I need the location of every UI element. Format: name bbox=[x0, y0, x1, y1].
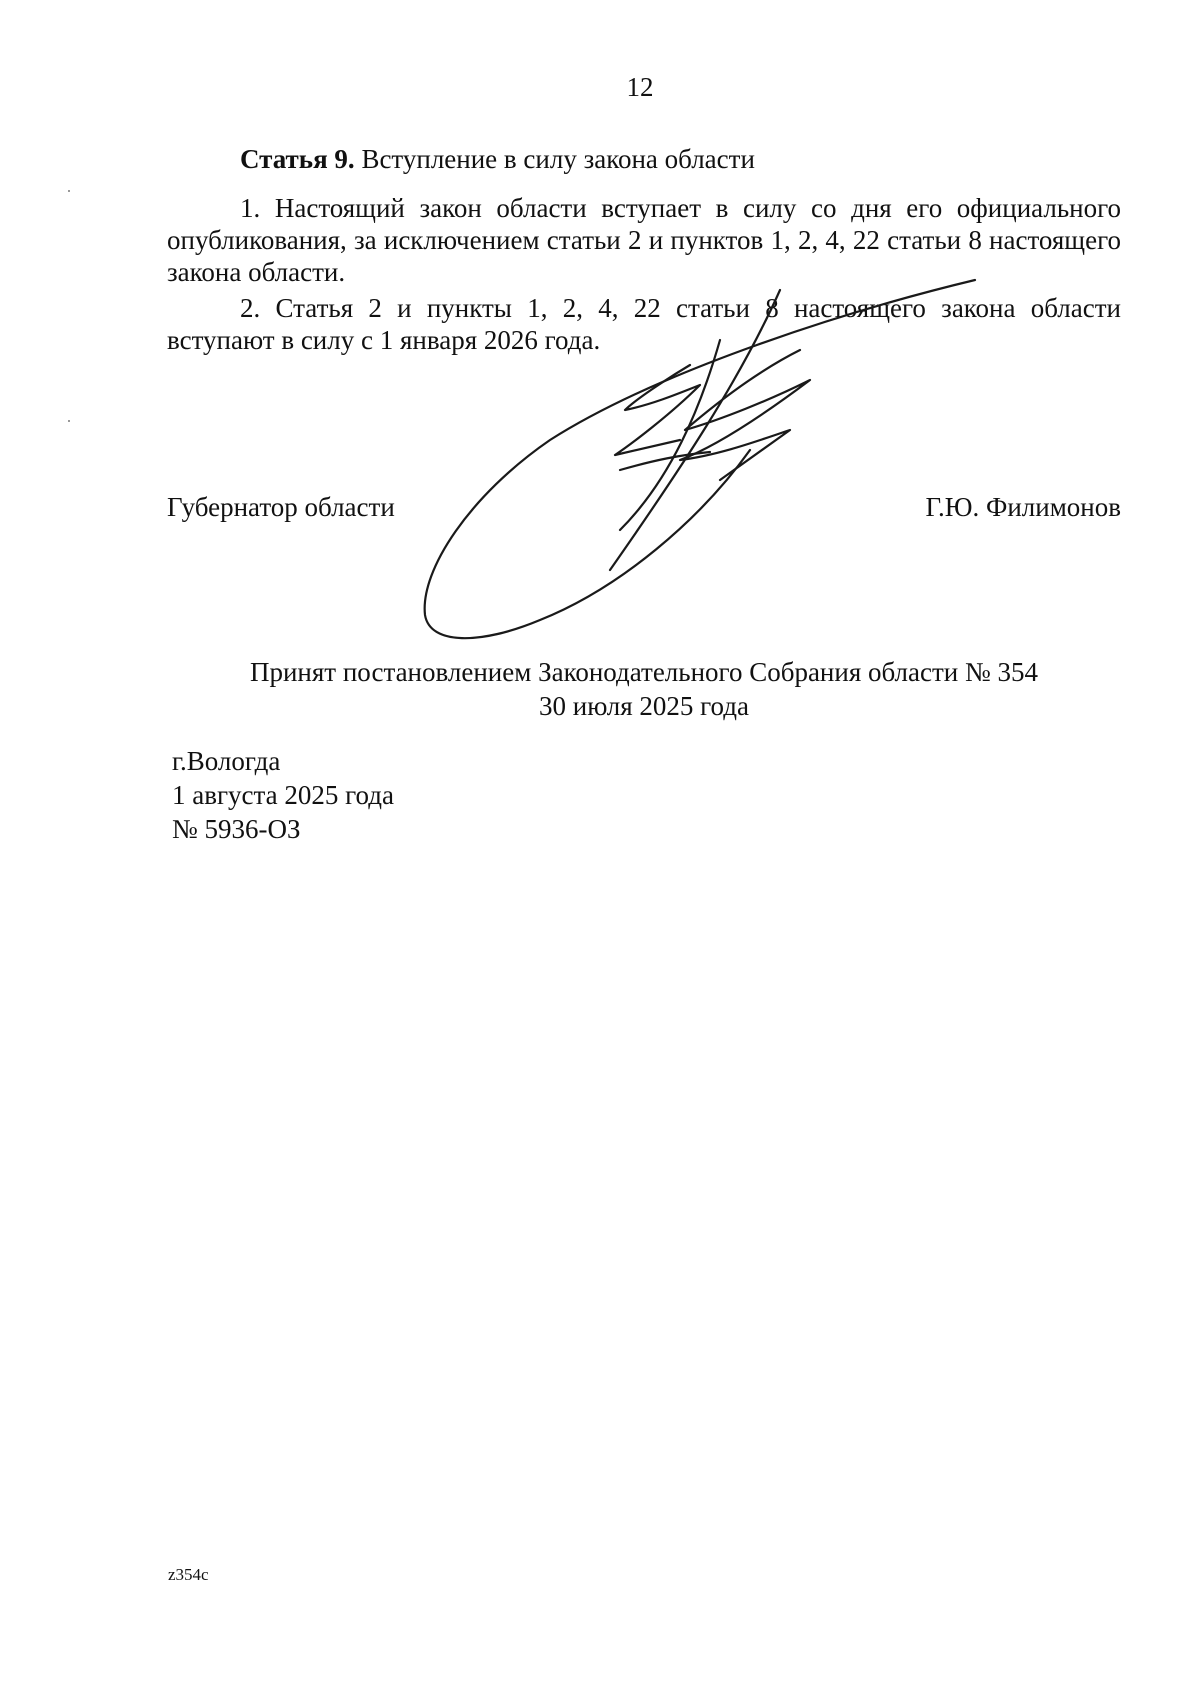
signature-row bbox=[167, 491, 1121, 523]
city: г.Вологда bbox=[172, 746, 281, 776]
page-number: 12 bbox=[626, 72, 654, 102]
article-label: Статья 9. bbox=[240, 144, 355, 174]
signatory-name: Г.Ю. Филимонов bbox=[925, 492, 1121, 522]
place-and-number bbox=[172, 744, 394, 846]
article-title: Вступление в силу закона области bbox=[361, 144, 755, 174]
article-paragraph-1: 1. Настоящий закон области вступает в силу со дня его официального опубликования, за исключением статьи 2 и пунктов 1, 2, 4, 22 статьи 8 настоящего закона области. bbox=[167, 193, 1121, 287]
adoption-line: Принят постановлением Законодательного Собрания области № 354 bbox=[249, 657, 1039, 687]
adoption-date: 30 июля 2025 года bbox=[539, 691, 749, 721]
signing-date: 1 августа 2025 года bbox=[172, 780, 394, 810]
article-paragraph-2: 2. Статья 2 и пункты 1, 2, 4, 22 статьи 8 настоящего закона области вступают в силу с 1 января 2026 года. bbox=[167, 293, 1121, 355]
adoption-note bbox=[167, 655, 1121, 723]
scan-mark bbox=[68, 420, 70, 422]
footer-code: z354c bbox=[168, 1565, 209, 1584]
scan-mark bbox=[68, 190, 70, 192]
law-number: № 5936-ОЗ bbox=[172, 814, 301, 844]
signatory-position: Губернатор области bbox=[167, 492, 395, 522]
article-heading bbox=[240, 143, 755, 175]
